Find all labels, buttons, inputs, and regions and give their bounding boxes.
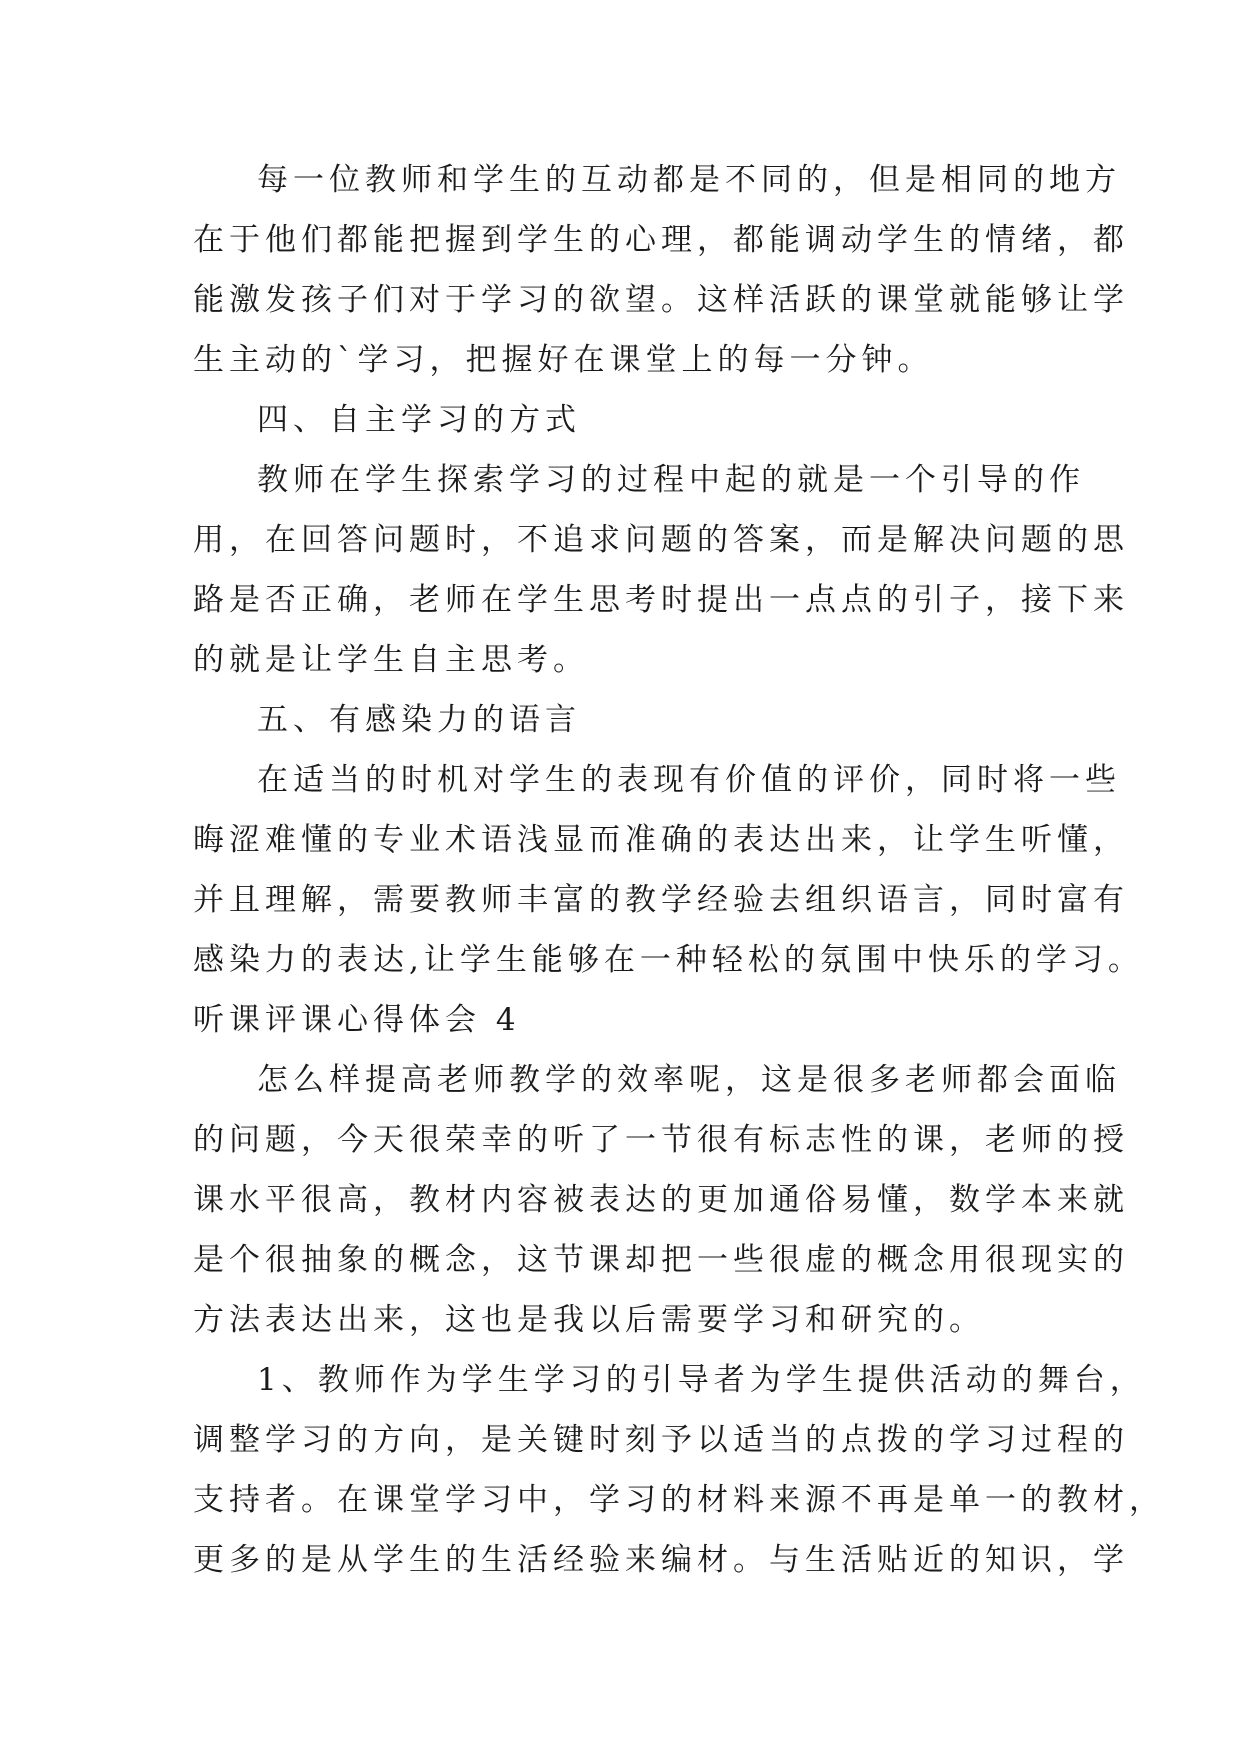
section-heading: 四、自主学习的方式 bbox=[257, 402, 581, 438]
paragraph-line: 支持者。在课堂学习中，学习的材料来源不再是单一的教材， bbox=[193, 1482, 1165, 1518]
paragraph-line: 调整学习的方向，是关键时刻予以适当的点拨的学习过程的 bbox=[193, 1422, 1129, 1458]
paragraph-line: 晦涩难懂的专业术语浅显而准确的表达出来，让学生听懂， bbox=[193, 822, 1129, 858]
paragraph-line: 方法表达出来，这也是我以后需要学习和研究的。 bbox=[193, 1302, 985, 1338]
paragraph-line: 课水平很高，教材内容被表达的更加通俗易懂，数学本来就 bbox=[193, 1182, 1129, 1218]
section-heading: 五、有感染力的语言 bbox=[257, 702, 581, 738]
paragraph-line: 的问题，今天很荣幸的听了一节很有标志性的课，老师的授 bbox=[193, 1122, 1129, 1158]
paragraph-line: 路是否正确，老师在学生思考时提出一点点的引子，接下来 bbox=[193, 582, 1129, 618]
paragraph-line: 更多的是从学生的生活经验来编材。与生活贴近的知识，学 bbox=[193, 1542, 1129, 1578]
paragraph-line: 生主动的`学习，把握好在课堂上的每一分钟。 bbox=[193, 342, 934, 378]
paragraph-line: 是个很抽象的概念，这节课却把一些很虚的概念用很现实的 bbox=[193, 1242, 1129, 1278]
paragraph-line: 1、教师作为学生学习的引导者为学生提供活动的舞台， bbox=[257, 1362, 1146, 1398]
paragraph-line: 每一位教师和学生的互动都是不同的，但是相同的地方 bbox=[257, 162, 1121, 198]
article-title: 听课评课心得体会 4 bbox=[193, 1002, 521, 1038]
paragraph-line: 的就是让学生自主思考。 bbox=[193, 642, 589, 678]
paragraph-line: 在适当的时机对学生的表现有价值的评价，同时将一些 bbox=[257, 762, 1121, 798]
paragraph-line: 怎么样提高老师教学的效率呢，这是很多老师都会面临 bbox=[257, 1062, 1121, 1098]
paragraph-line: 能激发孩子们对于学习的欲望。这样活跃的课堂就能够让学 bbox=[193, 282, 1129, 318]
paragraph-line: 教师在学生探索学习的过程中起的就是一个引导的作 bbox=[257, 462, 1085, 498]
paragraph-line: 用，在回答问题时，不追求问题的答案，而是解决问题的思 bbox=[193, 522, 1129, 558]
paragraph-line: 在于他们都能把握到学生的心理，都能调动学生的情绪，都 bbox=[193, 222, 1129, 258]
paragraph-line: 感染力的表达,让学生能够在一种轻松的氛围中快乐的学习。 bbox=[193, 942, 1144, 978]
document-body bbox=[193, 150, 1165, 1590]
paragraph-line: 并且理解，需要教师丰富的教学经验去组织语言，同时富有 bbox=[193, 882, 1129, 918]
